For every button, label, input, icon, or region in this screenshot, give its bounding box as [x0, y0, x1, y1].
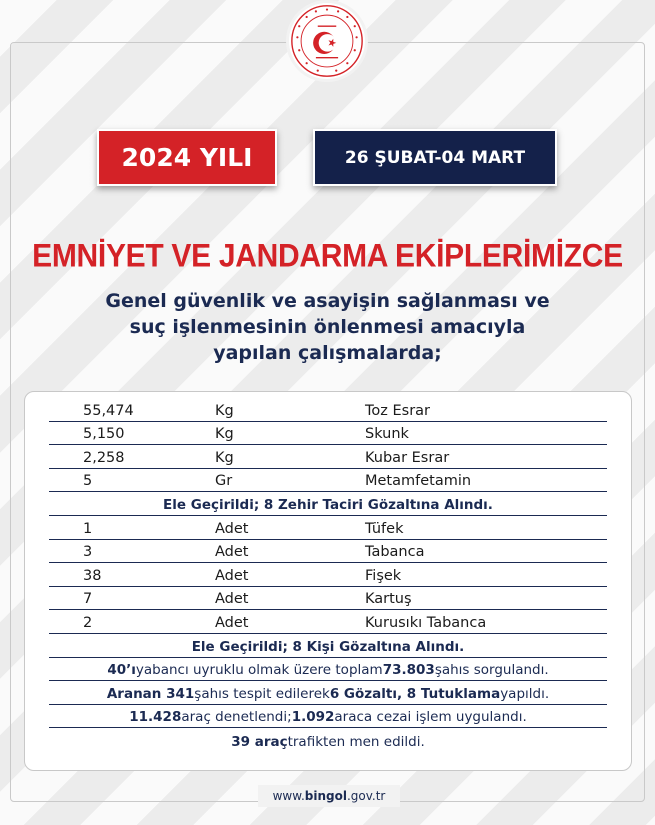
summary-line-interrogations [49, 658, 607, 682]
quantity-cell: 3 [83, 544, 93, 561]
table-row [49, 422, 607, 446]
summary-text: yabancı uyruklu olmak üzere toplam [135, 662, 383, 679]
item-cell: Fişek [365, 567, 402, 584]
summary-line-arrests [49, 681, 607, 705]
summary-emphasis: 1.092 [291, 709, 335, 726]
table-row [49, 516, 607, 540]
summary-text: yapıldı. [500, 685, 550, 702]
summary-text: şahıs tespit edilerek [194, 685, 330, 702]
quantity-cell: 2 [83, 614, 93, 631]
unit-cell: Kg [215, 449, 234, 466]
summary-line-traffic-ban [49, 728, 607, 752]
table-row [49, 540, 607, 564]
table-row [49, 610, 607, 634]
unit-cell: Adet [215, 520, 249, 537]
table-row [49, 587, 607, 611]
summary-text: şahıs sorgulandı. [434, 662, 549, 679]
table-row [49, 563, 607, 587]
quantity-cell: 38 [83, 567, 102, 584]
seal-emblem-icon [290, 4, 364, 78]
item-cell: Tabanca [365, 544, 425, 561]
subheadline [60, 288, 595, 366]
quantity-cell: 55,474 [83, 402, 134, 419]
quantity-cell: 2,258 [83, 449, 125, 466]
weapons-summary-text: Ele Geçirildi; 8 Kişi Gözaltına Alındı. [191, 638, 465, 655]
subheadline-line: yapılan çalışmalarda; [213, 342, 442, 364]
table-row [49, 445, 607, 469]
quantity-cell: 1 [83, 520, 93, 537]
item-cell: Toz Esrar [365, 402, 431, 419]
subheadline-line: suç işlenmesinin önlenmesi amacıyla [129, 316, 526, 338]
summary-text: araca cezai işlem uygulandı. [334, 709, 527, 726]
item-cell: Kartuş [365, 591, 412, 608]
unit-cell: Gr [215, 473, 233, 490]
summary-emphasis: 6 Gözaltı, 8 Tutuklama [329, 685, 501, 702]
website-link[interactable] [258, 785, 400, 807]
table-row [49, 398, 607, 422]
year-badge: 2024 YILI [97, 129, 277, 186]
item-cell: Skunk [365, 426, 409, 443]
summary-text: araç denetlendi; [181, 709, 292, 726]
summary-line-vehicle-checks [49, 705, 607, 729]
summary-emphasis: 40’ı [107, 662, 136, 679]
item-cell: Kurusıkı Tabanca [365, 614, 487, 631]
item-cell: Kubar Esrar [365, 449, 450, 466]
headline: EMNİYET VE JANDARMA EKİPLERİMİZCE [32, 238, 623, 275]
item-cell: Metamfetamin [365, 473, 472, 490]
quantity-cell: 5,150 [83, 426, 125, 443]
results-panel [24, 391, 632, 771]
unit-cell: Adet [215, 614, 249, 631]
url-brand: bingol [304, 789, 347, 803]
unit-cell: Adet [215, 544, 249, 561]
quantity-cell: 7 [83, 591, 93, 608]
drugs-summary [49, 492, 607, 516]
summary-emphasis: Aranan 341 [106, 685, 195, 702]
subheadline-line: Genel güvenlik ve asayişin sağlanması ve [105, 290, 550, 312]
table-row [49, 469, 607, 493]
summary-text: trafikten men edildi. [287, 733, 425, 750]
item-cell: Tüfek [365, 520, 404, 537]
quantity-cell: 5 [83, 473, 93, 490]
url-prefix: www. [272, 789, 305, 803]
unit-cell: Adet [215, 591, 249, 608]
date-range-badge: 26 ŞUBAT-04 MART [313, 129, 557, 186]
summary-emphasis: 11.428 [129, 709, 182, 726]
governorship-seal [289, 3, 365, 79]
summary-emphasis: 39 araç [231, 733, 288, 750]
unit-cell: Kg [215, 426, 234, 443]
summary-emphasis: 73.803 [382, 662, 435, 679]
weapons-summary [49, 634, 607, 658]
unit-cell: Adet [215, 567, 249, 584]
drugs-summary-text: Ele Geçirildi; 8 Zehir Taciri Gözaltına Alındı. [163, 496, 493, 513]
unit-cell: Kg [215, 402, 234, 419]
url-suffix: .gov.tr [346, 789, 386, 803]
